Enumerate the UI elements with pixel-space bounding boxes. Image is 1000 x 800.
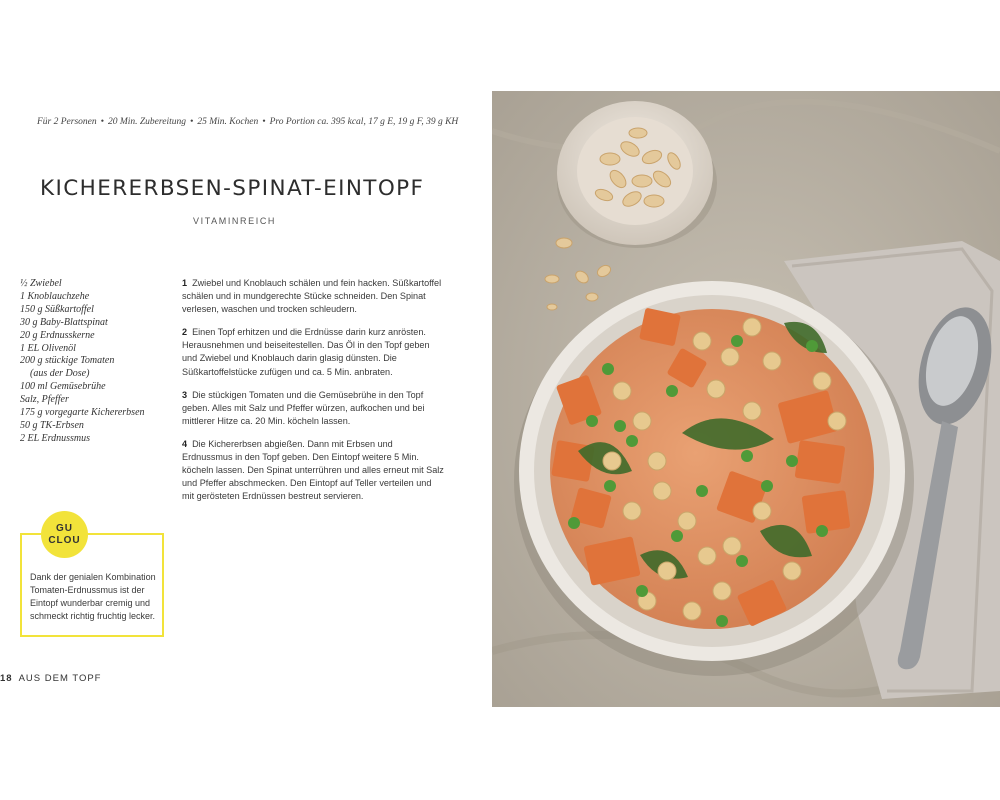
ingredient-item: 200 g stückige Tomaten xyxy=(20,355,115,367)
meta-servings: Für 2 Personen xyxy=(37,117,97,127)
recipe-photo xyxy=(492,91,1000,707)
ingredient-item: 1 Knoblauchzehe xyxy=(20,290,90,302)
meta-nutrition: Pro Portion ca. 395 kcal, 17 g E, 19 g F, 39 g KH xyxy=(269,117,459,127)
meta-cook: 25 Min. Kochen xyxy=(197,117,259,127)
badge-line-1: GU xyxy=(56,522,73,534)
step-number: 3 xyxy=(182,389,188,400)
recipe-title: KICHERERBSEN-SPINAT-EINTOPF xyxy=(40,176,425,201)
recipe-meta xyxy=(37,117,458,127)
ingredient-item: 50 g TK-Erbsen xyxy=(20,419,84,431)
gu-clou-badge xyxy=(41,511,88,558)
recipe-subtitle: VITAMINREICH xyxy=(193,216,277,226)
ingredient-item: ½ Zwiebel xyxy=(20,278,62,289)
page-footer xyxy=(0,673,102,684)
step-paragraph xyxy=(182,438,444,503)
meta-separator: • xyxy=(190,117,194,127)
stew-bowl-illustration xyxy=(492,91,1000,707)
step-paragraph xyxy=(182,326,444,378)
section-name: AUS DEM TOPF xyxy=(18,673,102,684)
meta-prep: 20 Min. Zubereitung xyxy=(107,117,186,127)
ingredient-item: 175 g vorgegarte Kichererbsen xyxy=(20,407,145,419)
tip-text: Dank der genialen Kombination Tomaten-Erdnussmus ist der Eintopf wunderbar cremig und schmeckt richtig fruchtig lecker. xyxy=(30,572,156,621)
step-paragraph xyxy=(182,277,444,316)
step-number: 4 xyxy=(182,438,188,449)
ingredient-item: 1 EL Olivenöl xyxy=(20,342,76,354)
instruction-steps xyxy=(182,277,444,513)
ingredient-item: (aus der Dose) xyxy=(30,368,90,380)
ingredient-item: 150 g Süßkartoffel xyxy=(20,303,94,315)
step-number: 1 xyxy=(182,278,188,288)
badge-line-2: CLOU xyxy=(48,534,81,546)
ingredient-item: Salz, Pfeffer xyxy=(20,394,69,406)
ingredient-item: 20 g Erdnusskerne xyxy=(20,329,95,341)
ingredient-item: 100 ml Gemüsebrühe xyxy=(20,381,106,393)
meta-separator: • xyxy=(100,117,104,127)
step-text: Zwiebel und Knoblauch schälen und fein hacken. Süßkartoffel schälen und in mundgerechte Stücke schneiden. Den Spinat verlesen, waschen und trocken schleudern. xyxy=(182,278,442,315)
step-paragraph xyxy=(182,389,444,428)
meta-separator: • xyxy=(262,117,266,127)
step-text: Einen Topf erhitzen und die Erdnüsse darin kurz anrösten. Herausnehmen und beiseitestellen. Das Öl in den Topf geben und Zwiebel und Knoblauch darin glasig dünsten. Die Süßkartoffelstücke zufügen und ca. 5 Min. anbraten. xyxy=(182,327,430,377)
step-text: Die stückigen Tomaten und die Gemüsebrühe in den Topf geben. Alles mit Salz und Pfeffer würzen, aufkochen und bei mittlerer Hitze ca. 20 Min. köcheln lassen. xyxy=(182,389,425,426)
ingredient-list xyxy=(20,278,145,446)
step-text: Die Kichererbsen abgießen. Dann mit Erbsen und Erdnussmus in den Topf geben. Den Eintopf weitere 5 Min. köcheln lassen. Den Spinat unterrühren und alles erneut mit Salz und Pfeffer abschmecken. Den Eintopf auf Teller verteilen und mit gerösteten Erdnüssen bestreut servieren. xyxy=(182,438,444,502)
step-number: 2 xyxy=(182,327,188,338)
ingredient-item: 2 EL Erdnussmus xyxy=(20,432,91,444)
page-number: 18 xyxy=(0,673,13,684)
ingredient-item: 30 g Baby-Blattspinat xyxy=(20,316,108,328)
